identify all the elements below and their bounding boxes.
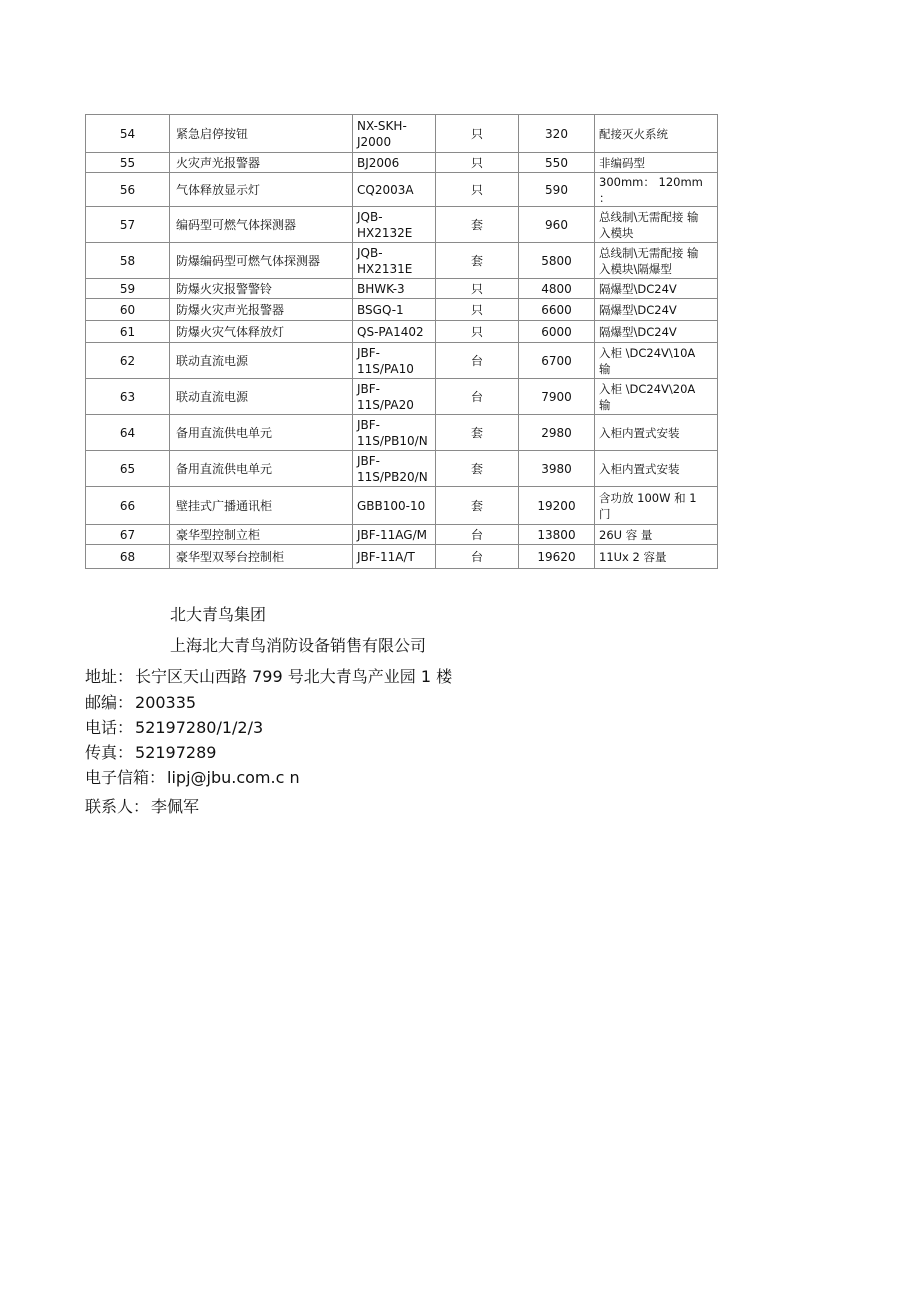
product-model: NX-SKH- J2000 xyxy=(353,115,436,153)
product-unit: 台 xyxy=(436,379,519,415)
group-name: 北大青鸟集团 xyxy=(170,605,267,624)
contact-value: 李佩军 xyxy=(151,797,200,816)
product-name: 联动直流电源 xyxy=(170,343,353,379)
fax-line xyxy=(85,743,216,763)
product-note: 11Ux 2 容量 xyxy=(595,545,718,569)
product-unit: 套 xyxy=(436,487,519,525)
product-price: 960 xyxy=(519,207,595,243)
address-value: 长宁区天山西路 799 号北大青鸟产业园 1 楼 xyxy=(135,667,453,686)
product-name: 防爆火灾气体释放灯 xyxy=(170,321,353,343)
email-value[interactable]: lipj@jbu.com.c n xyxy=(167,768,300,787)
table-row xyxy=(86,451,718,487)
table-row xyxy=(86,207,718,243)
product-model: BJ2006 xyxy=(353,153,436,173)
product-price: 5800 xyxy=(519,243,595,279)
product-price: 13800 xyxy=(519,525,595,545)
email-label: 电子信箱： xyxy=(85,768,166,787)
product-name: 编码型可燃气体探测器 xyxy=(170,207,353,243)
product-model: QS-PA1402 xyxy=(353,321,436,343)
table-row xyxy=(86,299,718,321)
product-note: 总线制\无需配接 输 入模块\隔爆型 xyxy=(595,243,718,279)
table-row xyxy=(86,173,718,207)
product-note: 入柜内置式安装 xyxy=(595,451,718,487)
product-model: JBF-11AG/M xyxy=(353,525,436,545)
table-row xyxy=(86,153,718,173)
product-model: JQB- HX2131E xyxy=(353,243,436,279)
row-number: 66 xyxy=(86,487,170,525)
row-number: 62 xyxy=(86,343,170,379)
phone-line xyxy=(85,718,263,738)
table-row xyxy=(86,379,718,415)
row-number: 61 xyxy=(86,321,170,343)
product-unit: 台 xyxy=(436,525,519,545)
product-name: 气体释放显示灯 xyxy=(170,173,353,207)
product-name: 豪华型双琴台控制柜 xyxy=(170,545,353,569)
product-model: JBF- 11S/PA10 xyxy=(353,343,436,379)
table-row xyxy=(86,487,718,525)
table-row xyxy=(86,545,718,569)
product-note: 入柜 \DC24V\10A 输 xyxy=(595,343,718,379)
product-name: 火灾声光报警器 xyxy=(170,153,353,173)
product-unit: 只 xyxy=(436,299,519,321)
product-note: 入柜内置式安装 xyxy=(595,415,718,451)
address-label: 地址： xyxy=(85,667,134,686)
table-row xyxy=(86,279,718,299)
product-price: 6700 xyxy=(519,343,595,379)
product-name: 壁挂式广播通讯柜 xyxy=(170,487,353,525)
product-price: 6600 xyxy=(519,299,595,321)
product-unit: 套 xyxy=(436,451,519,487)
postcode-line xyxy=(85,693,196,713)
product-model: JQB- HX2132E xyxy=(353,207,436,243)
product-model: CQ2003A xyxy=(353,173,436,207)
table-row xyxy=(86,115,718,153)
contact-label: 联系人： xyxy=(85,797,150,816)
product-model: GBB100-10 xyxy=(353,487,436,525)
product-price: 6000 xyxy=(519,321,595,343)
product-model: JBF- 11S/PB10/N xyxy=(353,415,436,451)
product-note: 总线制\无需配接 输 入模块 xyxy=(595,207,718,243)
row-number: 65 xyxy=(86,451,170,487)
product-note: 隔爆型\DC24V xyxy=(595,321,718,343)
product-model: BHWK-3 xyxy=(353,279,436,299)
product-unit: 台 xyxy=(436,343,519,379)
postcode-label: 邮编： xyxy=(85,693,134,712)
product-unit: 台 xyxy=(436,545,519,569)
price-table xyxy=(85,114,718,569)
product-model: JBF-11A/T xyxy=(353,545,436,569)
product-price: 3980 xyxy=(519,451,595,487)
table-row xyxy=(86,243,718,279)
product-price: 19200 xyxy=(519,487,595,525)
product-unit: 只 xyxy=(436,279,519,299)
product-name: 紧急启停按钮 xyxy=(170,115,353,153)
table-row xyxy=(86,321,718,343)
product-unit: 只 xyxy=(436,153,519,173)
product-price: 320 xyxy=(519,115,595,153)
product-price: 550 xyxy=(519,153,595,173)
row-number: 68 xyxy=(86,545,170,569)
product-price: 4800 xyxy=(519,279,595,299)
row-number: 56 xyxy=(86,173,170,207)
row-number: 58 xyxy=(86,243,170,279)
product-price: 2980 xyxy=(519,415,595,451)
product-price: 7900 xyxy=(519,379,595,415)
product-unit: 只 xyxy=(436,115,519,153)
product-note: 入柜 \DC24V\20A 输 xyxy=(595,379,718,415)
row-number: 64 xyxy=(86,415,170,451)
product-name: 备用直流供电单元 xyxy=(170,451,353,487)
row-number: 57 xyxy=(86,207,170,243)
row-number: 54 xyxy=(86,115,170,153)
product-model: JBF- 11S/PB20/N xyxy=(353,451,436,487)
contact-line xyxy=(85,797,199,817)
email-line xyxy=(85,768,300,788)
product-name: 豪华型控制立柜 xyxy=(170,525,353,545)
product-name: 联动直流电源 xyxy=(170,379,353,415)
fax-value: 52197289 xyxy=(135,743,217,762)
product-name: 备用直流供电单元 xyxy=(170,415,353,451)
table-row xyxy=(86,343,718,379)
row-number: 67 xyxy=(86,525,170,545)
company-name: 上海北大青鸟消防设备销售有限公司 xyxy=(170,636,427,655)
product-unit: 套 xyxy=(436,243,519,279)
product-unit: 套 xyxy=(436,207,519,243)
fax-label: 传真： xyxy=(85,743,134,762)
product-note: 26U 容 量 xyxy=(595,525,718,545)
row-number: 55 xyxy=(86,153,170,173)
price-table-body xyxy=(86,115,718,569)
product-note: 非编码型 xyxy=(595,153,718,173)
product-name: 防爆火灾声光报警器 xyxy=(170,299,353,321)
product-note: 含功放 100W 和 1 门 xyxy=(595,487,718,525)
phone-value: 52197280/1/2/3 xyxy=(135,718,264,737)
product-note: 300mm： 120mm ： xyxy=(595,173,718,207)
product-name: 防爆火灾报警警铃 xyxy=(170,279,353,299)
product-name: 防爆编码型可燃气体探测器 xyxy=(170,243,353,279)
product-unit: 只 xyxy=(436,173,519,207)
row-number: 59 xyxy=(86,279,170,299)
phone-label: 电话： xyxy=(85,718,134,737)
postcode-value: 200335 xyxy=(135,693,197,712)
product-unit: 套 xyxy=(436,415,519,451)
product-price: 19620 xyxy=(519,545,595,569)
product-unit: 只 xyxy=(436,321,519,343)
product-note: 隔爆型\DC24V xyxy=(595,299,718,321)
table-row xyxy=(86,415,718,451)
row-number: 60 xyxy=(86,299,170,321)
product-note: 隔爆型\DC24V xyxy=(595,279,718,299)
row-number: 63 xyxy=(86,379,170,415)
table-row xyxy=(86,525,718,545)
product-model: JBF- 11S/PA20 xyxy=(353,379,436,415)
product-price: 590 xyxy=(519,173,595,207)
product-note: 配接灭火系统 xyxy=(595,115,718,153)
product-model: BSGQ-1 xyxy=(353,299,436,321)
address-line xyxy=(85,667,452,687)
